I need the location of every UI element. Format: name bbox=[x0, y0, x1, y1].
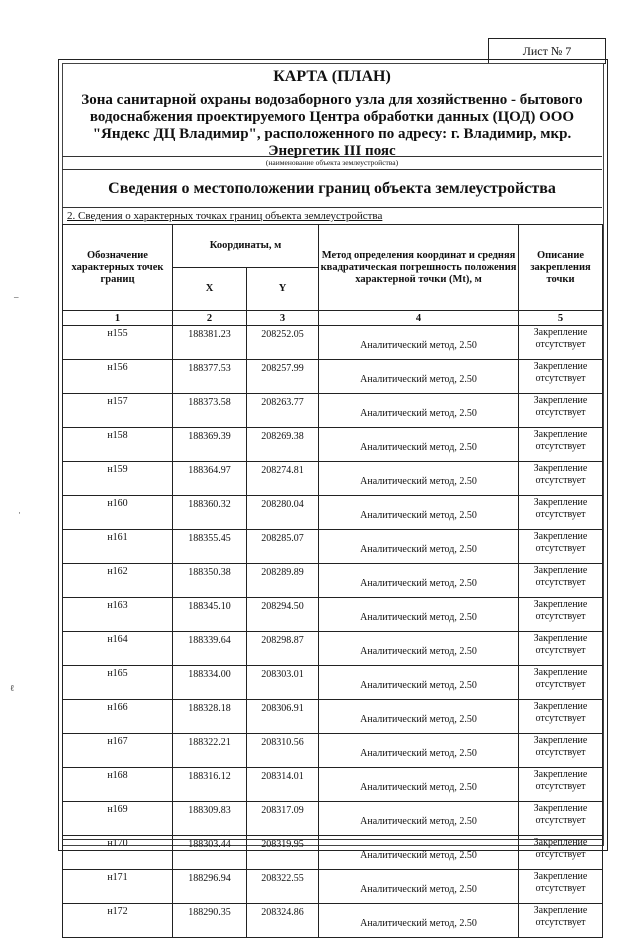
table-row bbox=[63, 666, 603, 700]
description-cell: Закрепление отсутствует bbox=[519, 870, 603, 904]
description-cell: Закрепление отсутствует bbox=[519, 802, 603, 836]
object-name-caption: (наименование объекта землеустройства) bbox=[265, 158, 399, 167]
description-cell: Закрепление отсутствует bbox=[519, 768, 603, 802]
section-title: Сведения о местоположении границ объекта землеустройства bbox=[108, 180, 556, 197]
column-number: 1 bbox=[63, 311, 173, 326]
table-row bbox=[63, 530, 603, 564]
method-cell: Аналитический метод, 2.50 bbox=[319, 802, 519, 836]
column-number: 4 bbox=[319, 311, 519, 326]
point-name-cell: н166 bbox=[63, 700, 173, 734]
method-cell: Аналитический метод, 2.50 bbox=[319, 598, 519, 632]
y-coordinate-cell: 208263.77 bbox=[247, 394, 319, 428]
x-coordinate-cell: 188381.23 bbox=[173, 326, 247, 360]
point-name-cell: н164 bbox=[63, 632, 173, 666]
y-coordinate-cell: 208322.55 bbox=[247, 870, 319, 904]
object-name-line: Энергетик III пояс bbox=[268, 143, 396, 159]
table-row bbox=[63, 632, 603, 666]
method-cell: Аналитический метод, 2.50 bbox=[319, 836, 519, 870]
x-coordinate-cell: 188350.38 bbox=[173, 564, 247, 598]
object-name bbox=[78, 92, 586, 160]
description-cell: Закрепление отсутствует bbox=[519, 598, 603, 632]
y-coordinate-cell: 208294.50 bbox=[247, 598, 319, 632]
point-name-cell: н157 bbox=[63, 394, 173, 428]
point-name-cell: н156 bbox=[63, 360, 173, 394]
method-cell: Аналитический метод, 2.50 bbox=[319, 326, 519, 360]
y-coordinate-cell: 208298.87 bbox=[247, 632, 319, 666]
header-method: Метод определения координат и средняя квадратическая погрешность положения характерной точки (Mt), м bbox=[319, 225, 519, 311]
x-coordinate-cell: 188296.94 bbox=[173, 870, 247, 904]
section-rule-top bbox=[62, 169, 602, 170]
x-coordinate-cell: 188334.00 bbox=[173, 666, 247, 700]
table-row bbox=[63, 768, 603, 802]
object-name-line: водоснабжения проектируемого Центра обработки данных (ЦОД) ООО bbox=[89, 109, 575, 125]
x-coordinate-cell: 188303.44 bbox=[173, 836, 247, 870]
y-coordinate-cell: 208274.81 bbox=[247, 462, 319, 496]
method-cell: Аналитический метод, 2.50 bbox=[319, 564, 519, 598]
caption-rule bbox=[62, 156, 602, 157]
x-coordinate-cell: 188322.21 bbox=[173, 734, 247, 768]
table-row bbox=[63, 870, 603, 904]
header-point-name: Обозначение характерных точек границ bbox=[63, 225, 173, 311]
section-rule-bottom bbox=[62, 207, 602, 208]
column-number: 2 bbox=[173, 311, 247, 326]
point-name-cell: н167 bbox=[63, 734, 173, 768]
x-coordinate-cell: 188364.97 bbox=[173, 462, 247, 496]
point-name-cell: н155 bbox=[63, 326, 173, 360]
column-number: 3 bbox=[247, 311, 319, 326]
point-name-cell: н170 bbox=[63, 836, 173, 870]
y-coordinate-cell: 208252.05 bbox=[247, 326, 319, 360]
column-number: 5 bbox=[519, 311, 603, 326]
object-name-line: "Яндекс ДЦ Владимир", расположенного по адресу: г. Владимир, мкр. bbox=[92, 126, 572, 142]
method-cell: Аналитический метод, 2.50 bbox=[319, 700, 519, 734]
object-name-line: Зона санитарной охраны водозаборного узла для хозяйственно - бытового bbox=[81, 92, 583, 108]
x-coordinate-cell: 188373.58 bbox=[173, 394, 247, 428]
method-cell: Аналитический метод, 2.50 bbox=[319, 496, 519, 530]
y-coordinate-cell: 208306.91 bbox=[247, 700, 319, 734]
point-name-cell: н169 bbox=[63, 802, 173, 836]
table-row bbox=[63, 326, 603, 360]
table-row bbox=[63, 496, 603, 530]
margin-mark: – bbox=[14, 292, 19, 302]
point-name-cell: н165 bbox=[63, 666, 173, 700]
table-row bbox=[63, 462, 603, 496]
description-cell: Закрепление отсутствует bbox=[519, 564, 603, 598]
method-cell: Аналитический метод, 2.50 bbox=[319, 360, 519, 394]
description-cell: Закрепление отсутствует bbox=[519, 700, 603, 734]
y-coordinate-cell: 208303.01 bbox=[247, 666, 319, 700]
table-row bbox=[63, 802, 603, 836]
description-cell: Закрепление отсутствует bbox=[519, 666, 603, 700]
table-row bbox=[63, 734, 603, 768]
header-coordinates: Координаты, м bbox=[173, 225, 319, 268]
table-row bbox=[63, 904, 603, 938]
x-coordinate-cell: 188316.12 bbox=[173, 768, 247, 802]
y-coordinate-cell: 208314.01 bbox=[247, 768, 319, 802]
y-coordinate-cell: 208310.56 bbox=[247, 734, 319, 768]
method-cell: Аналитический метод, 2.50 bbox=[319, 428, 519, 462]
description-cell: Закрепление отсутствует bbox=[519, 904, 603, 938]
description-cell: Закрепление отсутствует bbox=[519, 462, 603, 496]
description-cell: Закрепление отсутствует bbox=[519, 326, 603, 360]
x-coordinate-cell: 188360.32 bbox=[173, 496, 247, 530]
method-cell: Аналитический метод, 2.50 bbox=[319, 734, 519, 768]
x-coordinate-cell: 188355.45 bbox=[173, 530, 247, 564]
point-name-cell: н163 bbox=[63, 598, 173, 632]
header-x: X bbox=[173, 268, 247, 311]
point-name-cell: н158 bbox=[63, 428, 173, 462]
description-cell: Закрепление отсутствует bbox=[519, 734, 603, 768]
description-cell: Закрепление отсутствует bbox=[519, 836, 603, 870]
margin-mark: ℓ bbox=[10, 683, 15, 693]
header-description: Описание закрепления точки bbox=[519, 225, 603, 311]
sheet-number-label: Лист № 7 bbox=[522, 44, 572, 58]
point-name-cell: н168 bbox=[63, 768, 173, 802]
method-cell: Аналитический метод, 2.50 bbox=[319, 768, 519, 802]
x-coordinate-cell: 188345.10 bbox=[173, 598, 247, 632]
x-coordinate-cell: 188369.39 bbox=[173, 428, 247, 462]
table-row bbox=[63, 700, 603, 734]
method-cell: Аналитический метод, 2.50 bbox=[319, 530, 519, 564]
y-coordinate-cell: 208289.89 bbox=[247, 564, 319, 598]
y-coordinate-cell: 208280.04 bbox=[247, 496, 319, 530]
x-coordinate-cell: 188290.35 bbox=[173, 904, 247, 938]
x-coordinate-cell: 188339.64 bbox=[173, 632, 247, 666]
method-cell: Аналитический метод, 2.50 bbox=[319, 666, 519, 700]
boundary-points-table bbox=[62, 224, 603, 938]
point-name-cell: н172 bbox=[63, 904, 173, 938]
description-cell: Закрепление отсутствует bbox=[519, 394, 603, 428]
method-cell: Аналитический метод, 2.50 bbox=[319, 632, 519, 666]
x-coordinate-cell: 188377.53 bbox=[173, 360, 247, 394]
table-row bbox=[63, 564, 603, 598]
description-cell: Закрепление отсутствует bbox=[519, 496, 603, 530]
table-row bbox=[63, 428, 603, 462]
table-row bbox=[63, 836, 603, 870]
subsection-title: 2. Сведения о характерных точках границ объекта землеустройства bbox=[67, 210, 383, 222]
description-cell: Закрепление отсутствует bbox=[519, 530, 603, 564]
method-cell: Аналитический метод, 2.50 bbox=[319, 904, 519, 938]
point-name-cell: н160 bbox=[63, 496, 173, 530]
table-body bbox=[63, 326, 603, 938]
point-name-cell: н162 bbox=[63, 564, 173, 598]
y-coordinate-cell: 208324.86 bbox=[247, 904, 319, 938]
y-coordinate-cell: 208319.95 bbox=[247, 836, 319, 870]
x-coordinate-cell: 188309.83 bbox=[173, 802, 247, 836]
point-name-cell: н161 bbox=[63, 530, 173, 564]
y-coordinate-cell: 208269.38 bbox=[247, 428, 319, 462]
table-row bbox=[63, 598, 603, 632]
y-coordinate-cell: 208317.09 bbox=[247, 802, 319, 836]
x-coordinate-cell: 188328.18 bbox=[173, 700, 247, 734]
header-y: Y bbox=[247, 268, 319, 311]
margin-mark: · bbox=[18, 508, 21, 518]
description-cell: Закрепление отсутствует bbox=[519, 428, 603, 462]
method-cell: Аналитический метод, 2.50 bbox=[319, 462, 519, 496]
method-cell: Аналитический метод, 2.50 bbox=[319, 394, 519, 428]
description-cell: Закрепление отсутствует bbox=[519, 632, 603, 666]
description-cell: Закрепление отсутствует bbox=[519, 360, 603, 394]
table-row bbox=[63, 394, 603, 428]
frame-bottom-rule bbox=[62, 839, 602, 840]
point-name-cell: н171 bbox=[63, 870, 173, 904]
y-coordinate-cell: 208285.07 bbox=[247, 530, 319, 564]
document-title: КАРТА (ПЛАН) bbox=[273, 68, 391, 85]
y-coordinate-cell: 208257.99 bbox=[247, 360, 319, 394]
point-name-cell: н159 bbox=[63, 462, 173, 496]
table-row bbox=[63, 360, 603, 394]
method-cell: Аналитический метод, 2.50 bbox=[319, 870, 519, 904]
